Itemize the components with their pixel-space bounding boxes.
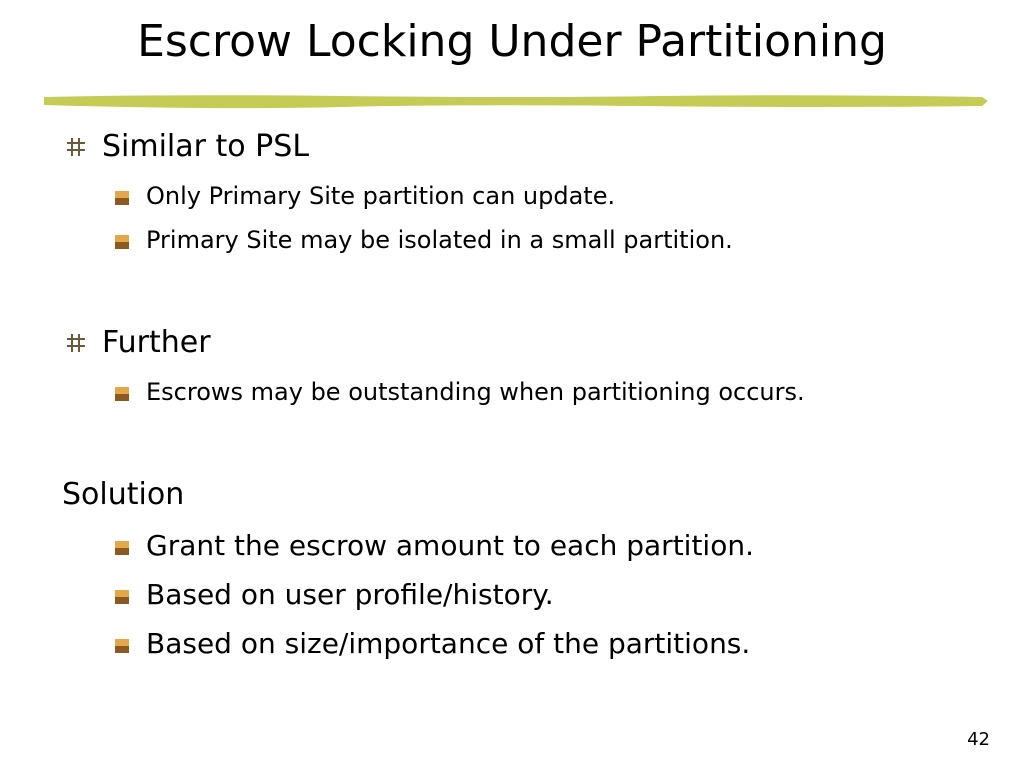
slide-title: Escrow Locking Under Partitioning	[137, 16, 887, 67]
square-bullet-icon	[115, 387, 129, 401]
star-bullet-icon	[66, 333, 86, 353]
section-heading-similar: Similar to PSL	[102, 129, 310, 164]
star-bullet-icon	[66, 137, 86, 157]
square-bullet-icon	[115, 590, 129, 604]
square-bullet-icon	[115, 541, 129, 555]
bullet-item: Escrows may be outstanding when partitioning occurs.	[146, 378, 805, 406]
square-bullet-icon	[115, 639, 129, 653]
bullet-item: Only Primary Site partition can update.	[146, 182, 616, 210]
section-heading-solution: Solution	[62, 477, 185, 512]
title-underline	[42, 93, 988, 109]
square-bullet-icon	[115, 191, 129, 205]
page-number: 42	[967, 729, 990, 750]
bullet-item: Primary Site may be isolated in a small partition.	[146, 226, 733, 254]
bullet-item: Based on user profile/history.	[146, 578, 554, 611]
bullet-item: Grant the escrow amount to each partition.	[146, 529, 754, 562]
bullet-item: Based on size/importance of the partitions.	[146, 627, 751, 660]
section-heading-further: Further	[102, 325, 211, 360]
square-bullet-icon	[115, 235, 129, 249]
